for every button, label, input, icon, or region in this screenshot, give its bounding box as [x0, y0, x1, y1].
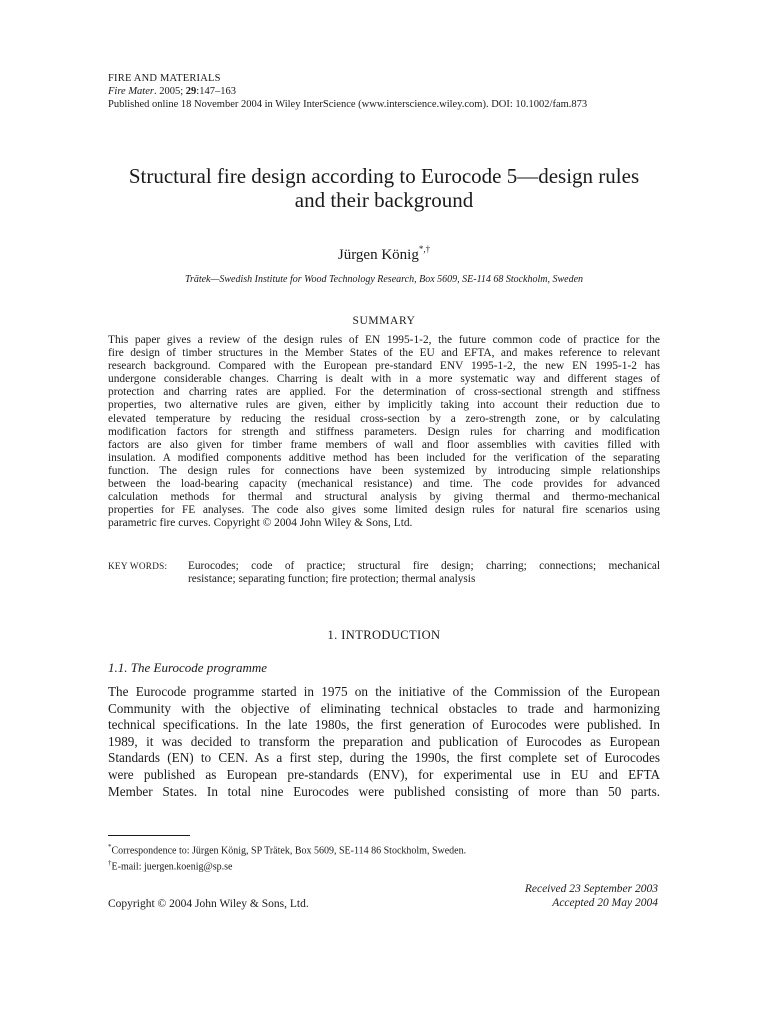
journal-name: FIRE AND MATERIALS — [108, 73, 221, 84]
citation-pages: :147–163 — [196, 86, 236, 97]
published-line: Published online 18 November 2004 in Wiley InterScience (www.interscience.wiley.com). DOI: 10.1002/fam.873 — [108, 99, 588, 110]
footnote-email — [108, 857, 466, 873]
footnote-correspondence — [108, 841, 466, 857]
footnote-divider — [108, 835, 190, 836]
summary-line: fire design of timber structures in the Member States of the EU and EFTA, and makes reference to relevant — [108, 347, 660, 360]
subsection-heading: 1.1. The Eurocode programme — [108, 660, 267, 675]
section-heading-introduction: 1. INTRODUCTION — [327, 628, 441, 642]
summary-line: elevated temperature by reducing the residual cross-section by a zero-strength zone, or by calculating — [108, 412, 660, 425]
summary-line: properties, two alternative rules are given, either by implicitly taking into account their reduction due to — [108, 399, 660, 412]
citation-year: . 2005; — [153, 86, 186, 97]
summary-heading: SUMMARY — [352, 315, 416, 327]
summary-line: function. The design rules for connections have been systemized by introducing simple relationships — [108, 464, 660, 477]
body-line: The Eurocode programme started in 1975 on the initiative of the Commission of the European — [108, 684, 660, 699]
footnote-mark-dagger: † — [108, 859, 112, 868]
introduction-text — [108, 684, 660, 800]
body-line: were published as European pre-standards (ENV), for experimental use in EU and EFTA — [108, 766, 660, 782]
summary-line: parametric fire curves. Copyright © 2004 John Wiley & Sons, Ltd. — [108, 517, 413, 530]
summary-line: between the load-bearing capacity (mechanical resistance) and time. The code provides for advanced — [108, 478, 660, 491]
article-title — [108, 164, 660, 212]
email-text: E-mail: juergen.koenig@sp.se — [111, 861, 233, 873]
citation-abbrev: Fire Mater — [108, 86, 154, 97]
summary-line: This paper gives a review of the design rules of EN 1995-1-2, the future common code of practice for the — [108, 334, 660, 346]
keywords-line-1: Eurocodes; code of practice; structural fire design; charring; connections; mechanical — [188, 560, 660, 572]
accepted-date: Accepted 20 May 2004 — [552, 897, 658, 909]
citation-line — [108, 85, 587, 98]
keywords-line-2: resistance; separating function; fire protection; thermal analysis — [188, 573, 476, 586]
summary-line: research background. Compared with the European pre-standard ENV 1995-1-2, the new EN 1995-1-2 has — [108, 360, 660, 373]
footnotes — [108, 841, 466, 874]
title-line-2: and their background — [294, 188, 474, 212]
summary-line: calculation methods for thermal and structural analysis by giving thermal and thermo-mechanical — [108, 491, 660, 504]
summary-line: protection and charring rates are applied. For the determination of cross-sectional strength and stiffness — [108, 386, 660, 399]
keywords-text — [188, 560, 660, 587]
body-line: Member States. In total nine Eurocodes were published consisting of more than 50 parts. — [108, 783, 660, 799]
footnote-mark-asterisk: * — [108, 843, 112, 851]
summary-text — [108, 334, 660, 530]
body-line: Community with the objective of eliminating technical obstacles to trade and harmonizing — [108, 700, 660, 716]
copyright-notice: Copyright © 2004 John Wiley & Sons, Ltd. — [108, 898, 309, 910]
affiliation: Trätek—Swedish Institute for Wood Technology Research, Box 5609, SE-114 68 Stockholm, Sweden — [184, 274, 584, 285]
summary-line: factors are also given for timber frame members of wall and floor assemblies with cavities filled with — [108, 438, 660, 451]
author-line — [108, 245, 660, 264]
journal-header — [108, 72, 587, 111]
summary-line: insulation. A modified components additive method has been included for the verification of the separating — [108, 451, 660, 464]
summary-line: undergone considerable changes. Charring is dealt with in a more systematic way and different stages of — [108, 373, 660, 386]
title-line-1: Structural fire design according to Eurocode 5—design rules — [128, 164, 640, 188]
body-line: technical specifications. In the late 1980s, the first generation of Eurocodes were published. In — [108, 717, 660, 733]
author-name: Jürgen König — [337, 247, 419, 263]
citation-volume: 29 — [185, 86, 197, 97]
keywords-label: KEY WORDS: — [108, 561, 168, 571]
received-date: Received 23 September 2003 — [524, 883, 658, 895]
author-footnote-marks: *,† — [418, 244, 431, 254]
body-line: 1989, it was decided to transform the preparation and publication of Eurocodes as European — [108, 733, 660, 749]
summary-line: properties for FE analyses. The code also gives some limited design rules for natural fire scenarios using — [108, 504, 660, 517]
received-dates — [525, 882, 658, 910]
summary-line: modification factors for strength and stiffness parameters. Design rules for charring and modification — [108, 425, 660, 438]
body-line: Standards (EN) to CEN. As a first step, during the 1990s, the first complete set of Eurocodes — [108, 750, 660, 766]
correspondence-text: Correspondence to: Jürgen König, SP Trätek, Box 5609, SE-114 86 Stockholm, Sweden. — [111, 845, 467, 857]
